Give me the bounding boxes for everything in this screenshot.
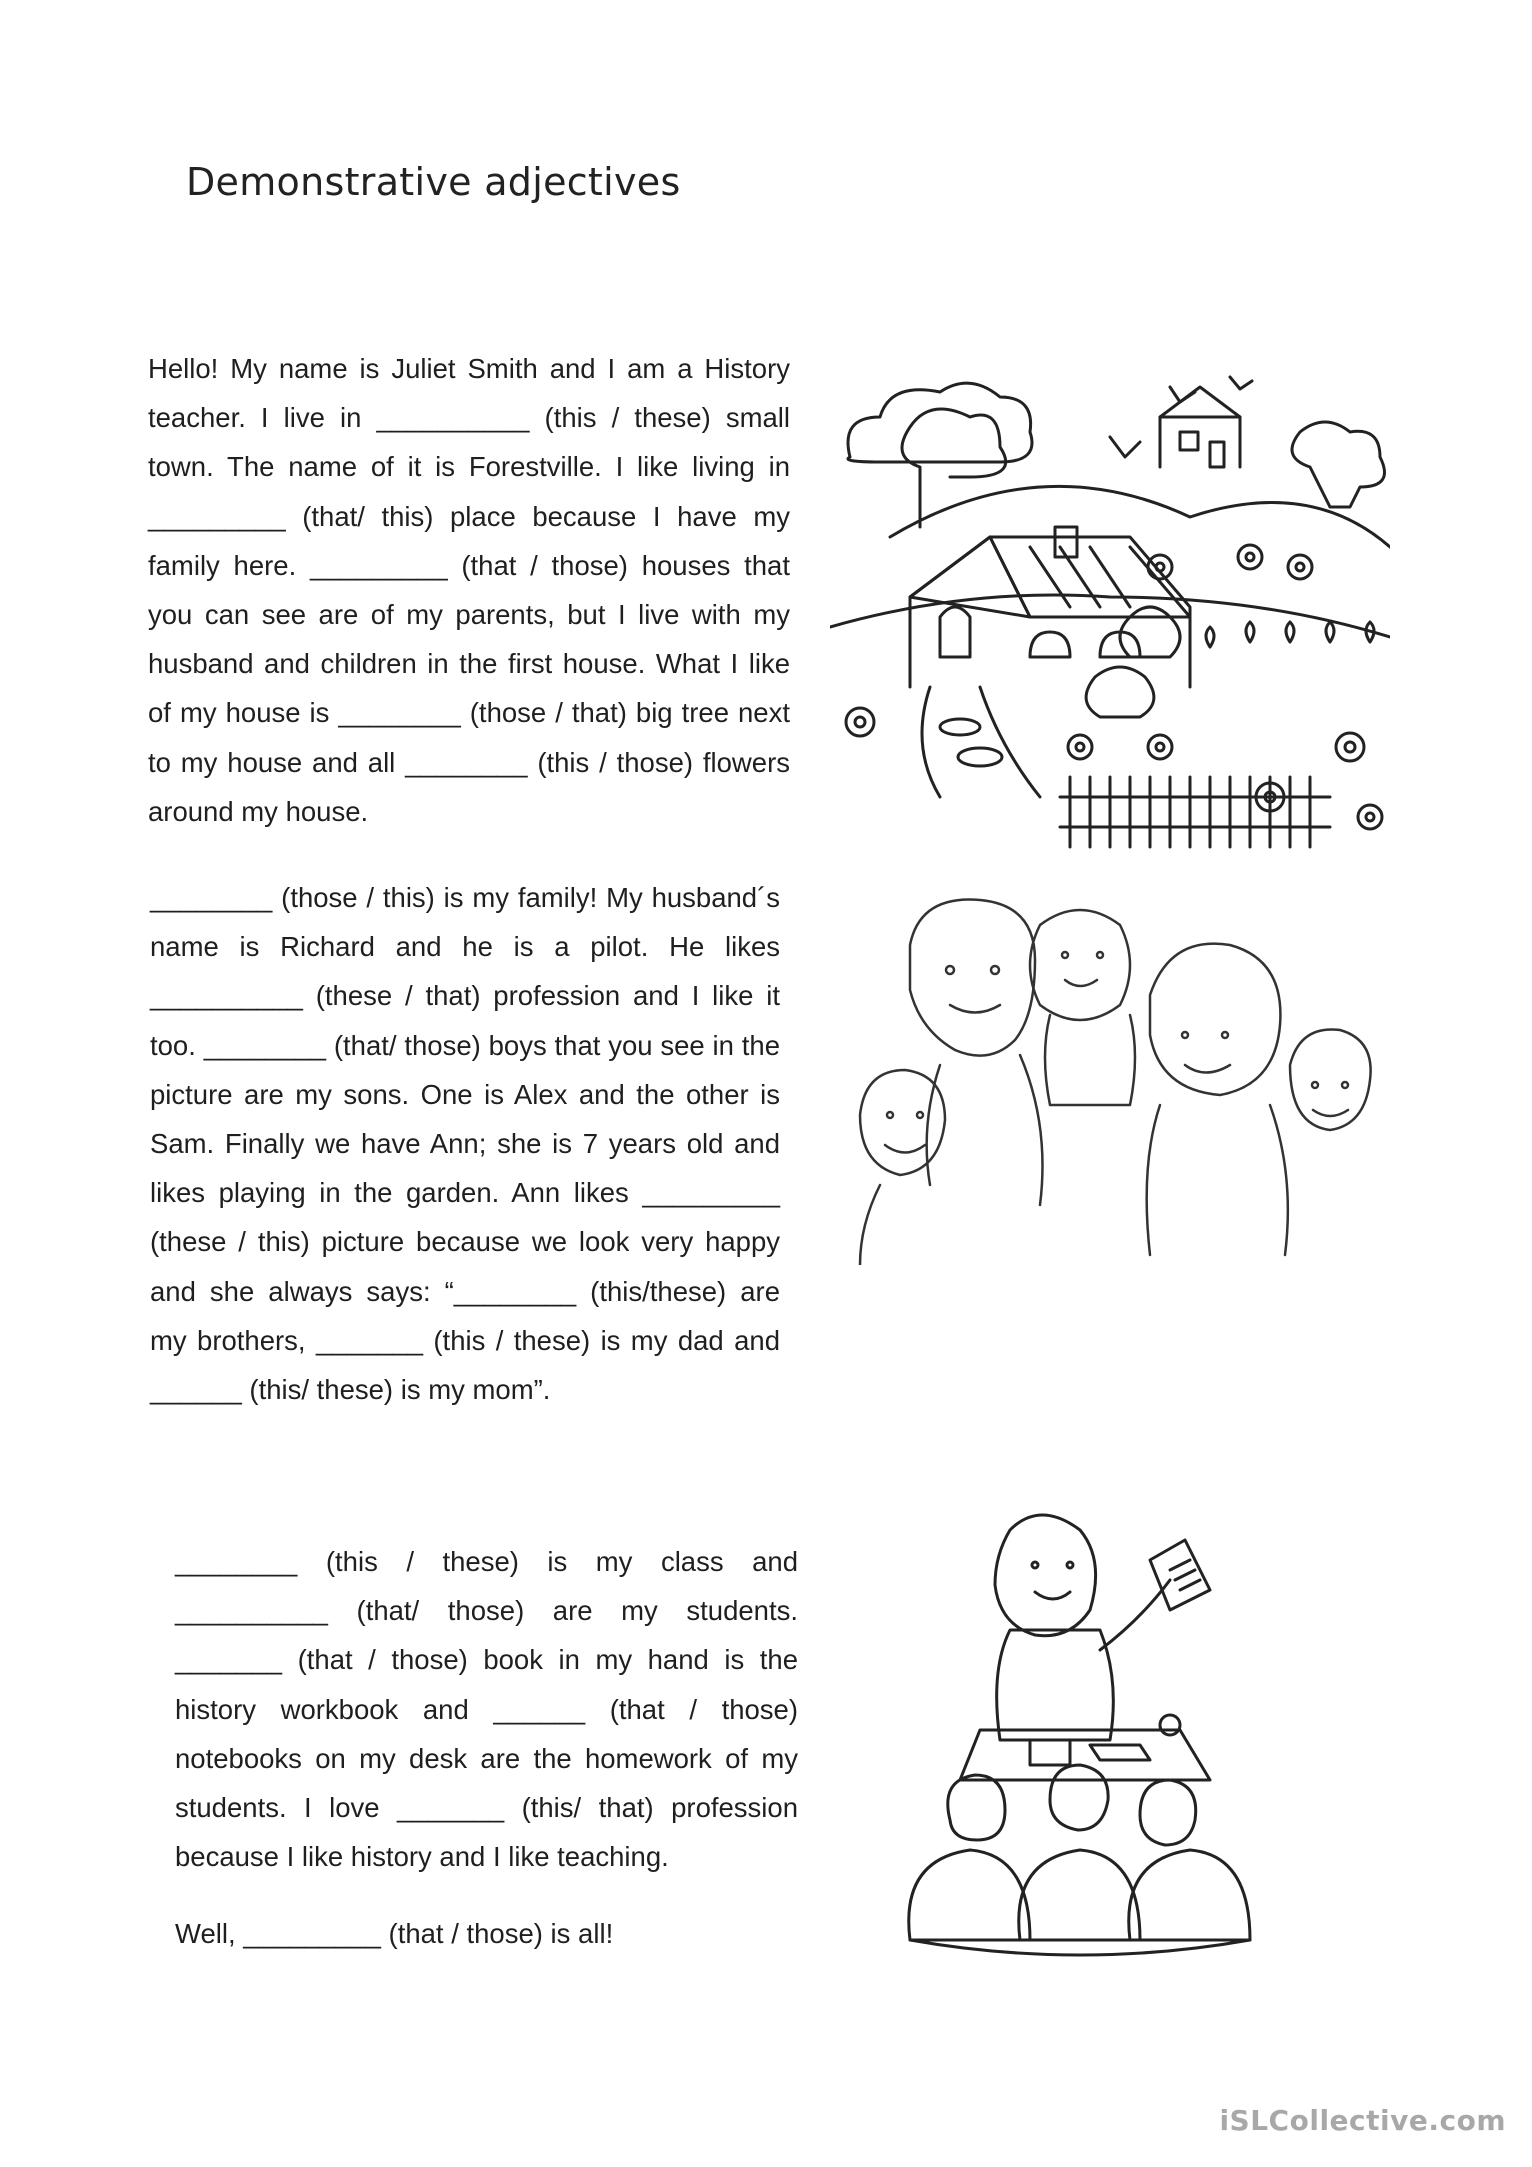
watermark: iSLCollective.com (1219, 2104, 1506, 2137)
teacher-illustration (890, 1500, 1270, 1960)
family-illustration (850, 885, 1380, 1265)
village-illustration (830, 357, 1390, 857)
paragraph-family: ________ (those / this) is my family! My husband´s name is Richard and he is a pilot. He likes __________ (these / that) profession and I like it too. ________ (that/ those) boys that you see in the picture are my sons. One is Alex and the other is Sam. Finally we have Ann; she is 7 years old and likes playing in the garden. Ann likes _________ (these / this) picture because we look very happy and she always says: “________ (this/these) are my brothers, _______ (this / these) is my dad and ______ (this/ these) is my mom”. (150, 882, 780, 1406)
paragraph-class: ________ (this / these) is my class and __________ (that/ those) are my students. _______ (that / those) book in my hand is the history workbook and ______ (that / those) notebooks on my desk are the homework of my students. I love _______ (this/ that) profession because I like history and I like teaching. (175, 1546, 798, 1873)
paragraph-intro: Hello! My name is Juliet Smith and I am a History teacher. I live in __________ (this / these) small town. The name of it is Forestville. I like living in _________ (that/ this) place because I have my family here. _________ (that / those) houses that you can see are of my parents, but I live with my husband and children in the first house. What I like of my house is ________ (those / that) big tree next to my house and all ________ (this / those) flowers around my house. (148, 353, 790, 827)
paragraph-closing: Well, _________ (that / those) is all! (175, 1918, 614, 1949)
page-title: Demonstrative adjectives (186, 160, 681, 204)
